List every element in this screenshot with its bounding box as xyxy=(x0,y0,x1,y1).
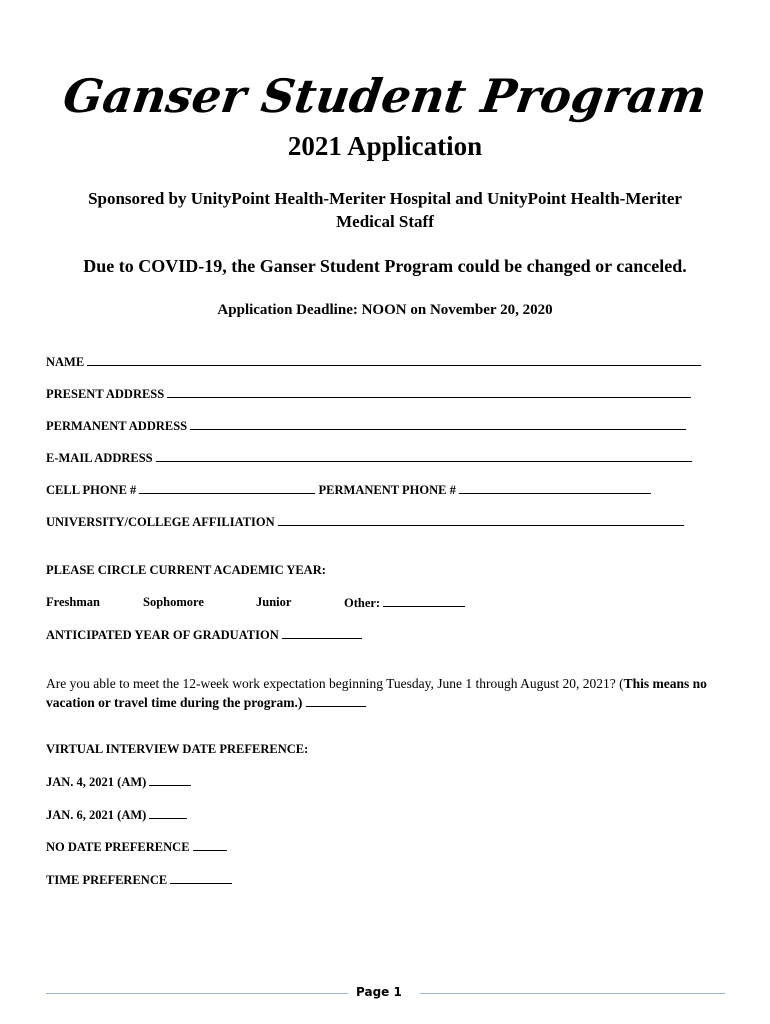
application-title: 2021 Application xyxy=(287,131,483,161)
option-sophomore[interactable]: Sophomore xyxy=(143,595,204,609)
permanent-address-blank[interactable] xyxy=(190,418,686,430)
jan6-label: JAN. 6, 2021 (AM) xyxy=(46,808,147,822)
sponsor-line: Sponsored by UnityPoint Health-Meriter Hospital and UnityPoint Health-Meriter Medical Staff xyxy=(88,189,682,231)
no-date-label: NO DATE PREFERENCE xyxy=(46,840,190,854)
graduation-label: ANTICIPATED YEAR OF GRADUATION xyxy=(46,628,279,642)
cell-phone-blank[interactable] xyxy=(139,482,315,494)
work-question-text: Are you able to meet the 12-week work expectation beginning Tuesday, June 1 through August 20, 2021? ( xyxy=(46,676,624,691)
present-address-blank[interactable] xyxy=(167,386,691,398)
work-answer-blank[interactable] xyxy=(306,695,366,707)
work-emphasis-text: This means no vacation or travel time during the program.) xyxy=(46,676,707,710)
no-date-blank[interactable] xyxy=(193,839,227,851)
name-field[interactable] xyxy=(46,354,701,370)
time-preference-label: TIME PREFERENCE xyxy=(46,873,168,887)
graduation-field[interactable] xyxy=(46,627,362,643)
name-blank[interactable] xyxy=(87,354,701,366)
option-junior[interactable]: Junior xyxy=(256,595,292,609)
permanent-phone-label: PERMANENT PHONE # xyxy=(318,483,456,497)
name-label: NAME xyxy=(46,355,85,369)
option-other: Other: xyxy=(344,596,381,610)
option-freshman[interactable]: Freshman xyxy=(46,595,100,609)
permanent-address-field[interactable] xyxy=(46,418,686,434)
present-address-field[interactable] xyxy=(46,386,691,402)
interview-heading: VIRTUAL INTERVIEW DATE PREFERENCE: xyxy=(46,742,309,756)
no-date-preference[interactable] xyxy=(46,839,227,855)
cell-phone-label: CELL PHONE # xyxy=(46,483,137,497)
affiliation-field[interactable] xyxy=(46,514,684,530)
time-preference-blank[interactable] xyxy=(170,872,232,884)
academic-year-prompt: PLEASE CIRCLE CURRENT ACADEMIC YEAR: xyxy=(46,563,326,577)
covid-notice: Due to COVID-19, the Ganser Student Program could be changed or canceled. xyxy=(83,256,687,276)
interview-option-jan4[interactable] xyxy=(46,774,191,790)
jan4-blank[interactable] xyxy=(149,774,191,786)
email-label: E-MAIL ADDRESS xyxy=(46,451,153,465)
affiliation-blank[interactable] xyxy=(278,514,684,526)
interview-option-jan6[interactable] xyxy=(46,807,187,823)
email-field[interactable] xyxy=(46,450,692,466)
footer-rule-right xyxy=(420,993,725,994)
program-logo-title: Ganser Student Program xyxy=(60,69,710,123)
page-number: Page 1 xyxy=(356,985,402,999)
application-deadline: Application Deadline: NOON on November 20, 2020 xyxy=(217,302,553,318)
permanent-phone-blank[interactable] xyxy=(459,482,651,494)
affiliation-label: UNIVERSITY/COLLEGE AFFILIATION xyxy=(46,515,275,529)
email-blank[interactable] xyxy=(156,450,692,462)
permanent-address-label: PERMANENT ADDRESS xyxy=(46,419,188,433)
footer-rule-left xyxy=(46,993,348,994)
jan6-blank[interactable] xyxy=(149,807,187,819)
phone-fields[interactable] xyxy=(46,482,651,498)
jan4-label: JAN. 4, 2021 (AM) xyxy=(46,775,147,789)
option-other-field[interactable] xyxy=(344,595,465,611)
other-blank[interactable] xyxy=(383,595,465,607)
time-preference[interactable] xyxy=(46,872,232,888)
graduation-blank[interactable] xyxy=(282,627,362,639)
work-expectation-question xyxy=(46,674,736,712)
present-address-label: PRESENT ADDRESS xyxy=(46,387,165,401)
